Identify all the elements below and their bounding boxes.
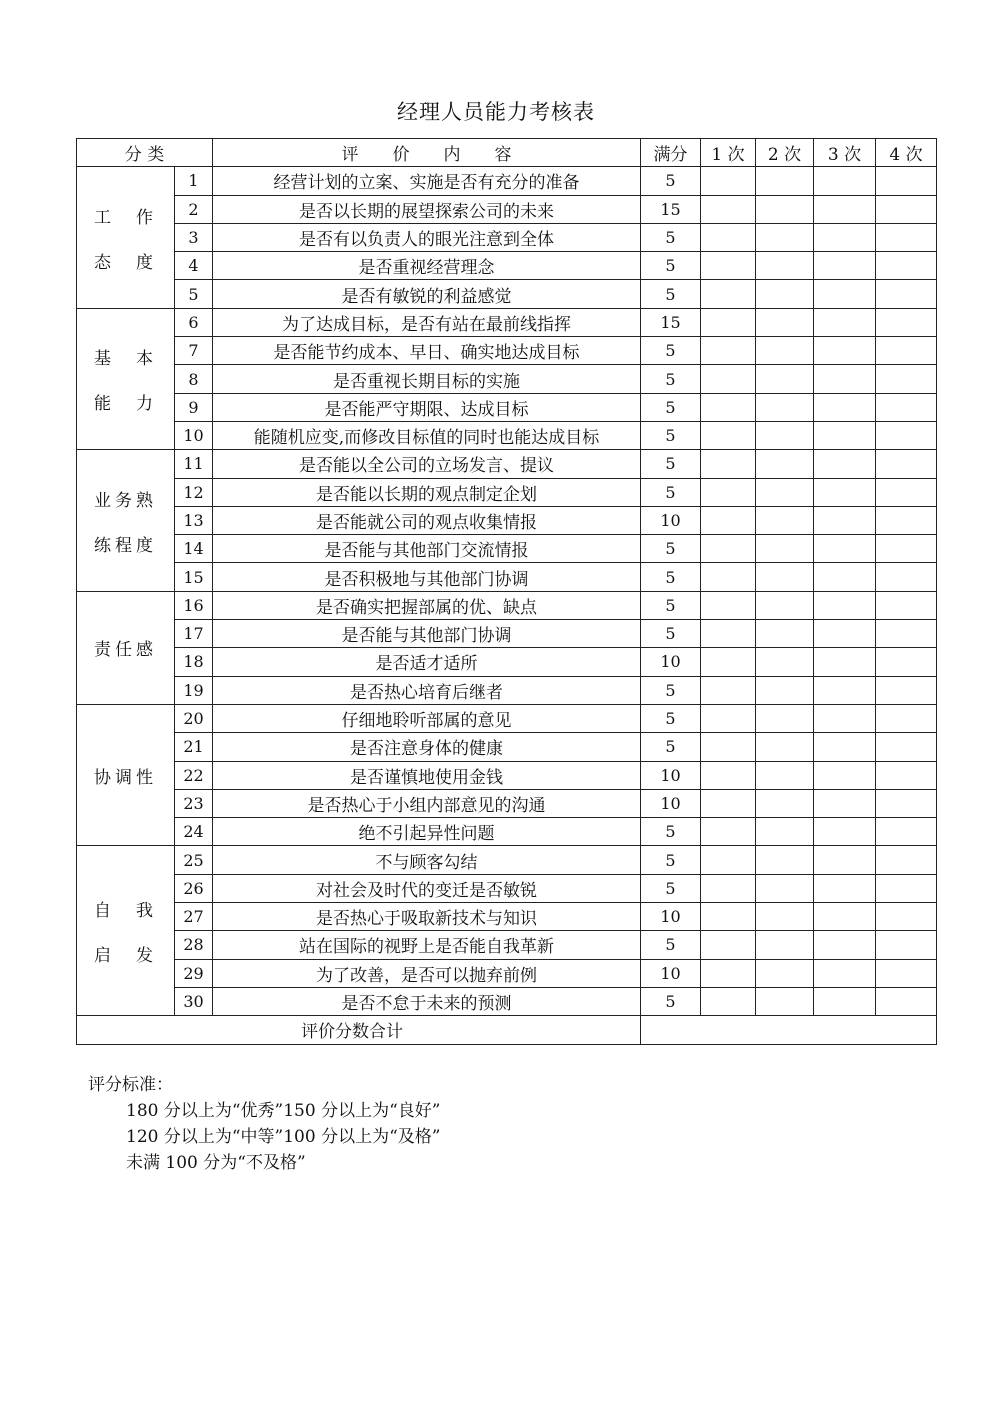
item-full-score: 10: [641, 959, 701, 987]
score-cell-round-2[interactable]: [756, 195, 814, 223]
score-cell-round-4[interactable]: [876, 450, 937, 478]
item-content: 绝不引起异性问题: [213, 818, 641, 846]
item-content: 是否热心于吸取新技术与知识: [213, 903, 641, 931]
score-cell-round-1[interactable]: [701, 789, 756, 817]
score-cell-round-1[interactable]: [701, 959, 756, 987]
category-label: 工 作: [94, 207, 157, 228]
table-row: [77, 167, 937, 195]
score-cell-round-4[interactable]: [876, 308, 937, 336]
item-content: 是否重视经营理念: [213, 252, 641, 280]
score-cell-round-3[interactable]: [814, 167, 876, 195]
item-content: 是否重视长期目标的实施: [213, 365, 641, 393]
item-full-score: 5: [641, 393, 701, 421]
score-cell-round-2[interactable]: [756, 478, 814, 506]
score-cell-round-2[interactable]: [756, 535, 814, 563]
item-full-score: 5: [641, 337, 701, 365]
category-label: 态 度: [94, 252, 157, 273]
score-cell-round-2[interactable]: [756, 676, 814, 704]
table-row: [77, 591, 937, 619]
item-number: 6: [175, 308, 213, 336]
score-cell-round-2[interactable]: [756, 591, 814, 619]
score-cell-round-3[interactable]: [814, 846, 876, 874]
score-cell-round-2[interactable]: [756, 761, 814, 789]
item-number: 26: [175, 874, 213, 902]
table-row: [77, 761, 937, 789]
score-cell-round-2[interactable]: [756, 620, 814, 648]
table-row: [77, 337, 937, 365]
table-header-row: [77, 139, 937, 167]
item-full-score: 5: [641, 563, 701, 591]
header-round-4: 4 次: [876, 139, 937, 167]
table-row: [77, 421, 937, 449]
score-cell-round-2[interactable]: [756, 987, 814, 1015]
score-cell-round-4[interactable]: [876, 223, 937, 251]
item-content: 是否热心于小组内部意见的沟通: [213, 789, 641, 817]
item-full-score: 5: [641, 223, 701, 251]
item-content: 为了达成目标，是否有站在最前线指挥: [213, 308, 641, 336]
score-cell-round-1[interactable]: [701, 733, 756, 761]
score-cell-round-2[interactable]: [756, 308, 814, 336]
item-full-score: 10: [641, 648, 701, 676]
header-full-score: 满分: [641, 139, 701, 167]
item-full-score: 5: [641, 591, 701, 619]
score-cell-round-3[interactable]: [814, 761, 876, 789]
score-cell-round-2[interactable]: [756, 167, 814, 195]
category-label: 基 本: [94, 349, 157, 370]
score-cell-round-2[interactable]: [756, 223, 814, 251]
score-cell-round-2[interactable]: [756, 704, 814, 732]
table-row: [77, 931, 937, 959]
score-cell-round-1[interactable]: [701, 450, 756, 478]
table-row: [77, 676, 937, 704]
score-cell-round-1[interactable]: [701, 308, 756, 336]
item-content: 是否确实把握部属的优、缺点: [213, 591, 641, 619]
score-cell-round-4[interactable]: [876, 393, 937, 421]
score-cell-round-1[interactable]: [701, 903, 756, 931]
table-row: [77, 846, 937, 874]
table-row: [77, 704, 937, 732]
score-cell-round-3[interactable]: [814, 421, 876, 449]
score-cell-round-2[interactable]: [756, 506, 814, 534]
item-full-score: 5: [641, 421, 701, 449]
score-cell-round-3[interactable]: [814, 506, 876, 534]
item-number: 1: [175, 167, 213, 195]
score-cell-round-2[interactable]: [756, 818, 814, 846]
score-cell-round-2[interactable]: [756, 337, 814, 365]
score-cell-round-3[interactable]: [814, 987, 876, 1015]
item-number: 3: [175, 223, 213, 251]
score-cell-round-4[interactable]: [876, 591, 937, 619]
item-number: 29: [175, 959, 213, 987]
item-full-score: 10: [641, 789, 701, 817]
score-cell-round-4[interactable]: [876, 421, 937, 449]
score-cell-round-4[interactable]: [876, 874, 937, 902]
score-cell-round-1[interactable]: [701, 846, 756, 874]
item-number: 20: [175, 704, 213, 732]
score-cell-round-1[interactable]: [701, 591, 756, 619]
score-cell-round-1[interactable]: [701, 563, 756, 591]
header-round-1: 1 次: [701, 139, 756, 167]
score-cell-round-1[interactable]: [701, 648, 756, 676]
total-label: 评价分数合计: [77, 1016, 641, 1044]
table-row: [77, 903, 937, 931]
score-cell-round-2[interactable]: [756, 563, 814, 591]
score-cell-round-1[interactable]: [701, 365, 756, 393]
item-number: 19: [175, 676, 213, 704]
item-content: 是否能就公司的观点收集情报: [213, 506, 641, 534]
score-cell-round-3[interactable]: [814, 535, 876, 563]
category-cell: [77, 450, 175, 591]
score-cell-round-3[interactable]: [814, 818, 876, 846]
score-cell-round-1[interactable]: [701, 223, 756, 251]
score-cell-round-3[interactable]: [814, 676, 876, 704]
item-number: 16: [175, 591, 213, 619]
table-row: [77, 620, 937, 648]
table-row: [77, 478, 937, 506]
item-number: 23: [175, 789, 213, 817]
table-row: [77, 987, 937, 1015]
total-score-cell[interactable]: [641, 1016, 937, 1044]
score-cell-round-1[interactable]: [701, 337, 756, 365]
standards-heading: 评分标准：: [88, 1075, 173, 1095]
score-cell-round-1[interactable]: [701, 506, 756, 534]
score-cell-round-4[interactable]: [876, 167, 937, 195]
score-cell-round-1[interactable]: [701, 252, 756, 280]
item-number: 17: [175, 620, 213, 648]
total-row: [77, 1016, 937, 1044]
header-category: 分 类: [77, 139, 213, 167]
item-content: 是否适才适所: [213, 648, 641, 676]
score-cell-round-3[interactable]: [814, 280, 876, 308]
item-content: 是否以长期的展望探索公司的未来: [213, 195, 641, 223]
item-full-score: 5: [641, 167, 701, 195]
item-content: 不与顾客勾结: [213, 846, 641, 874]
item-content: 是否有敏锐的利益感觉: [213, 280, 641, 308]
score-cell-round-1[interactable]: [701, 421, 756, 449]
item-content: 是否能以全公司的立场发言、提议: [213, 450, 641, 478]
item-full-score: 5: [641, 931, 701, 959]
score-cell-round-2[interactable]: [756, 733, 814, 761]
score-cell-round-1[interactable]: [701, 393, 756, 421]
table-row: [77, 535, 937, 563]
standards-line-2: 120 分以上为“中等”100 分以上为“及格”: [126, 1127, 441, 1147]
item-content: 是否有以负责人的眼光注意到全体: [213, 223, 641, 251]
score-cell-round-1[interactable]: [701, 704, 756, 732]
score-cell-round-3[interactable]: [814, 874, 876, 902]
score-cell-round-4[interactable]: [876, 648, 937, 676]
score-cell-round-3[interactable]: [814, 620, 876, 648]
item-number: 25: [175, 846, 213, 874]
score-cell-round-1[interactable]: [701, 280, 756, 308]
item-content: 是否注意身体的健康: [213, 733, 641, 761]
score-cell-round-2[interactable]: [756, 648, 814, 676]
item-content: 是否能节约成本、早日、确实地达成目标: [213, 337, 641, 365]
item-full-score: 5: [641, 874, 701, 902]
score-cell-round-3[interactable]: [814, 789, 876, 817]
score-cell-round-2[interactable]: [756, 421, 814, 449]
score-cell-round-2[interactable]: [756, 280, 814, 308]
table-row: [77, 280, 937, 308]
item-number: 10: [175, 421, 213, 449]
item-number: 24: [175, 818, 213, 846]
category-cell: [77, 308, 175, 449]
table-row: [77, 733, 937, 761]
item-content: 对社会及时代的变迁是否敏锐: [213, 874, 641, 902]
item-full-score: 5: [641, 704, 701, 732]
score-cell-round-1[interactable]: [701, 167, 756, 195]
score-cell-round-3[interactable]: [814, 393, 876, 421]
table-row: [77, 874, 937, 902]
score-cell-round-3[interactable]: [814, 478, 876, 506]
score-cell-round-1[interactable]: [701, 818, 756, 846]
item-full-score: 5: [641, 733, 701, 761]
score-cell-round-3[interactable]: [814, 365, 876, 393]
item-full-score: 10: [641, 903, 701, 931]
score-cell-round-3[interactable]: [814, 337, 876, 365]
item-full-score: 5: [641, 676, 701, 704]
score-cell-round-3[interactable]: [814, 733, 876, 761]
score-cell-round-4[interactable]: [876, 337, 937, 365]
score-cell-round-2[interactable]: [756, 393, 814, 421]
score-cell-round-1[interactable]: [701, 478, 756, 506]
item-content: 为了改善，是否可以抛弃前例: [213, 959, 641, 987]
category-label: 责任感: [94, 640, 157, 661]
score-cell-round-2[interactable]: [756, 365, 814, 393]
score-cell-round-4[interactable]: [876, 761, 937, 789]
score-cell-round-4[interactable]: [876, 563, 937, 591]
score-cell-round-1[interactable]: [701, 931, 756, 959]
score-cell-round-3[interactable]: [814, 252, 876, 280]
score-cell-round-4[interactable]: [876, 704, 937, 732]
item-full-score: 5: [641, 620, 701, 648]
item-number: 7: [175, 337, 213, 365]
item-content: 能随机应变,而修改目标值的同时也能达成目标: [213, 421, 641, 449]
item-number: 14: [175, 535, 213, 563]
score-cell-round-2[interactable]: [756, 789, 814, 817]
header-round-2: 2 次: [756, 139, 814, 167]
standards-line-3: 未满 100 分为“不及格”: [126, 1153, 306, 1173]
score-cell-round-3[interactable]: [814, 450, 876, 478]
category-label: 自 我: [94, 900, 157, 921]
category-cell: [77, 167, 175, 308]
item-content: 经营计划的立案、实施是否有充分的准备: [213, 167, 641, 195]
score-cell-round-2[interactable]: [756, 846, 814, 874]
score-cell-round-4[interactable]: [876, 903, 937, 931]
item-full-score: 5: [641, 252, 701, 280]
item-full-score: 5: [641, 365, 701, 393]
score-cell-round-4[interactable]: [876, 959, 937, 987]
table-row: [77, 789, 937, 817]
score-cell-round-3[interactable]: [814, 563, 876, 591]
item-content: 是否积极地与其他部门协调: [213, 563, 641, 591]
score-cell-round-4[interactable]: [876, 280, 937, 308]
score-cell-round-2[interactable]: [756, 903, 814, 931]
item-full-score: 5: [641, 450, 701, 478]
item-number: 2: [175, 195, 213, 223]
score-cell-round-3[interactable]: [814, 959, 876, 987]
category-label: 协调性: [94, 767, 157, 788]
table-body: [77, 167, 937, 1016]
score-cell-round-1[interactable]: [701, 535, 756, 563]
scoring-standards: [88, 1072, 440, 1176]
table-row: [77, 223, 937, 251]
table-row: [77, 648, 937, 676]
item-full-score: 15: [641, 308, 701, 336]
score-cell-round-3[interactable]: [814, 704, 876, 732]
category-label: 业务熟: [94, 490, 157, 511]
item-number: 15: [175, 563, 213, 591]
item-content: 是否能以长期的观点制定企划: [213, 478, 641, 506]
item-full-score: 5: [641, 478, 701, 506]
item-full-score: 10: [641, 506, 701, 534]
item-content: 是否谨慎地使用金钱: [213, 761, 641, 789]
score-cell-round-3[interactable]: [814, 648, 876, 676]
item-number: 27: [175, 903, 213, 931]
item-number: 4: [175, 252, 213, 280]
item-full-score: 15: [641, 195, 701, 223]
item-number: 28: [175, 931, 213, 959]
item-content: 是否能与其他部门交流情报: [213, 535, 641, 563]
score-cell-round-3[interactable]: [814, 931, 876, 959]
item-full-score: 5: [641, 818, 701, 846]
score-cell-round-2[interactable]: [756, 252, 814, 280]
item-content: 是否不怠于未来的预测: [213, 987, 641, 1015]
category-cell: [77, 591, 175, 704]
score-cell-round-2[interactable]: [756, 450, 814, 478]
score-cell-round-4[interactable]: [876, 846, 937, 874]
score-cell-round-4[interactable]: [876, 195, 937, 223]
category-label: 能 力: [94, 394, 157, 415]
score-cell-round-2[interactable]: [756, 874, 814, 902]
score-cell-round-2[interactable]: [756, 959, 814, 987]
score-cell-round-3[interactable]: [814, 223, 876, 251]
item-content: 仔细地聆听部属的意见: [213, 704, 641, 732]
score-cell-round-1[interactable]: [701, 987, 756, 1015]
page-title: 经理人员能力考核表: [397, 100, 595, 124]
table-row: [77, 393, 937, 421]
table-row: [77, 252, 937, 280]
score-cell-round-1[interactable]: [701, 761, 756, 789]
table-row: [77, 818, 937, 846]
score-cell-round-3[interactable]: [814, 308, 876, 336]
item-content: 是否能严守期限、达成目标: [213, 393, 641, 421]
score-cell-round-1[interactable]: [701, 195, 756, 223]
header-round-3: 3 次: [814, 139, 876, 167]
category-cell: [77, 704, 175, 845]
item-number: 11: [175, 450, 213, 478]
score-cell-round-4[interactable]: [876, 252, 937, 280]
score-cell-round-4[interactable]: [876, 506, 937, 534]
item-content: 是否热心培育后继者: [213, 676, 641, 704]
score-cell-round-4[interactable]: [876, 733, 937, 761]
item-full-score: 5: [641, 846, 701, 874]
category-cell: [77, 846, 175, 1016]
score-cell-round-4[interactable]: [876, 987, 937, 1015]
score-cell-round-1[interactable]: [701, 874, 756, 902]
score-cell-round-1[interactable]: [701, 676, 756, 704]
score-cell-round-4[interactable]: [876, 676, 937, 704]
table-row: [77, 959, 937, 987]
item-number: 5: [175, 280, 213, 308]
header-content: 评 价 内 容: [213, 139, 641, 167]
item-full-score: 5: [641, 280, 701, 308]
score-cell-round-4[interactable]: [876, 620, 937, 648]
item-content: 是否能与其他部门协调: [213, 620, 641, 648]
score-cell-round-2[interactable]: [756, 931, 814, 959]
table-row: [77, 563, 937, 591]
item-full-score: 5: [641, 987, 701, 1015]
item-number: 22: [175, 761, 213, 789]
table-row: [77, 308, 937, 336]
score-cell-round-4[interactable]: [876, 931, 937, 959]
table-row: [77, 506, 937, 534]
score-cell-round-1[interactable]: [701, 620, 756, 648]
score-cell-round-4[interactable]: [876, 478, 937, 506]
item-number: 8: [175, 365, 213, 393]
table-row: [77, 365, 937, 393]
score-cell-round-4[interactable]: [876, 818, 937, 846]
category-label: 练程度: [94, 535, 157, 556]
score-cell-round-3[interactable]: [814, 903, 876, 931]
item-number: 9: [175, 393, 213, 421]
score-cell-round-3[interactable]: [814, 195, 876, 223]
item-number: 12: [175, 478, 213, 506]
table-row: [77, 195, 937, 223]
standards-line-1: 180 分以上为“优秀”150 分以上为“良好”: [126, 1101, 441, 1121]
item-number: 18: [175, 648, 213, 676]
item-number: 30: [175, 987, 213, 1015]
item-number: 13: [175, 506, 213, 534]
score-cell-round-4[interactable]: [876, 365, 937, 393]
item-number: 21: [175, 733, 213, 761]
category-label: 启 发: [94, 945, 157, 966]
evaluation-table: [76, 138, 937, 1045]
item-full-score: 5: [641, 535, 701, 563]
item-full-score: 10: [641, 761, 701, 789]
score-cell-round-4[interactable]: [876, 789, 937, 817]
table-row: [77, 450, 937, 478]
score-cell-round-3[interactable]: [814, 591, 876, 619]
score-cell-round-4[interactable]: [876, 535, 937, 563]
item-content: 站在国际的视野上是否能自我革新: [213, 931, 641, 959]
